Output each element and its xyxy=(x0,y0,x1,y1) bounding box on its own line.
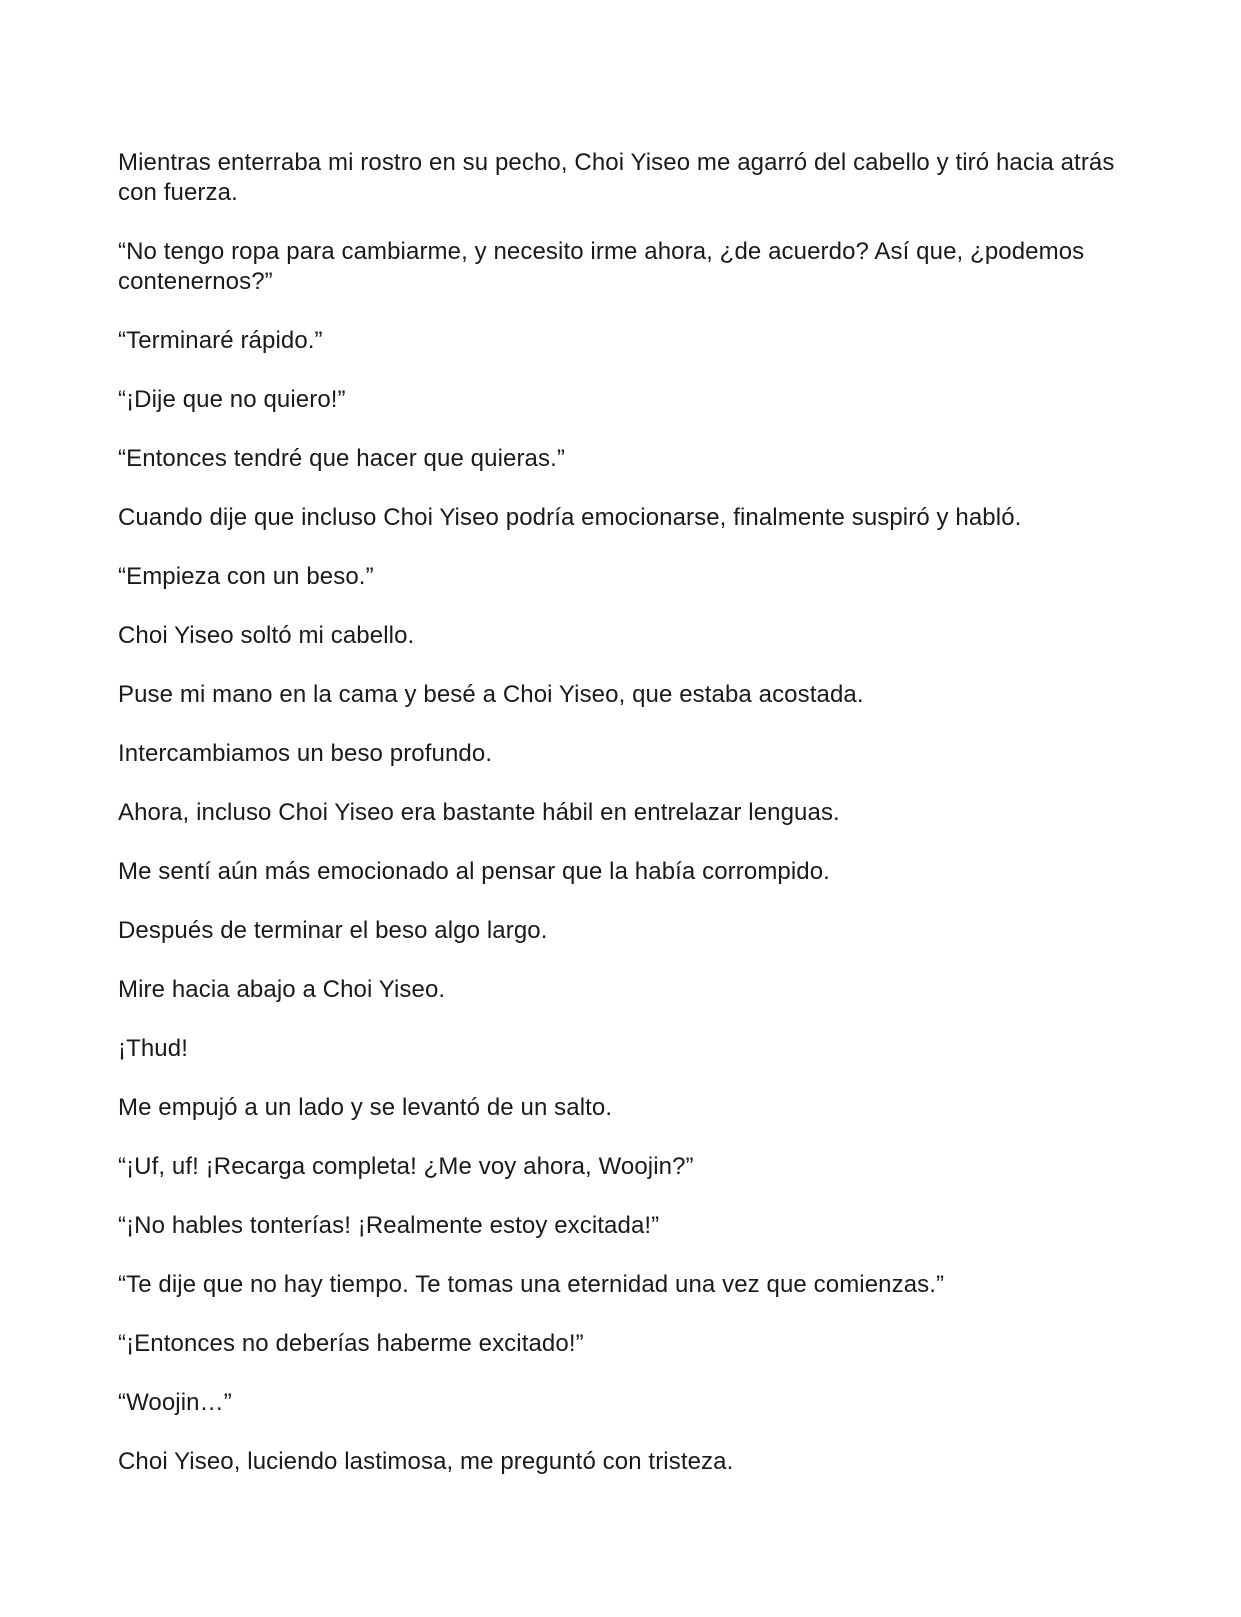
paragraph: “No tengo ropa para cambiarme, y necesito irme ahora, ¿de acuerdo? Así que, ¿podemos contenernos?” xyxy=(118,238,1085,295)
paragraph: Intercambiamos un beso profundo. xyxy=(118,740,493,767)
paragraph: Después de terminar el beso algo largo. xyxy=(118,917,548,944)
paragraph: Puse mi mano en la cama y besé a Choi Yiseo, que estaba acostada. xyxy=(118,681,864,708)
paragraph: “¡Dije que no quiero!” xyxy=(118,386,346,413)
paragraph: “Woojin…” xyxy=(118,1389,232,1416)
paragraph: “Te dije que no hay tiempo. Te tomas una eternidad una vez que comienzas.” xyxy=(118,1271,945,1298)
paragraph: ¡Thud! xyxy=(118,1035,188,1062)
paragraph: Cuando dije que incluso Choi Yiseo podría emocionarse, finalmente suspiró y habló. xyxy=(118,504,1022,531)
paragraph: Me sentí aún más emocionado al pensar que la había corrompido. xyxy=(118,858,830,885)
document-body xyxy=(118,148,1118,1506)
paragraph: “Terminaré rápido.” xyxy=(118,327,323,354)
paragraph: Mire hacia abajo a Choi Yiseo. xyxy=(118,976,446,1003)
paragraph: “¡No hables tonterías! ¡Realmente estoy excitada!” xyxy=(118,1212,660,1239)
paragraph: “¡Entonces no deberías haberme excitado!” xyxy=(118,1330,584,1357)
paragraph: “¡Uf, uf! ¡Recarga completa! ¿Me voy ahora, Woojin?” xyxy=(118,1153,694,1180)
paragraph: Choi Yiseo soltó mi cabello. xyxy=(118,622,415,649)
paragraph: “Empieza con un beso.” xyxy=(118,563,374,590)
paragraph: Choi Yiseo, luciendo lastimosa, me preguntó con tristeza. xyxy=(118,1448,734,1475)
paragraph: Me empujó a un lado y se levantó de un salto. xyxy=(118,1094,613,1121)
paragraph: “Entonces tendré que hacer que quieras.” xyxy=(118,445,565,472)
paragraph: Ahora, incluso Choi Yiseo era bastante hábil en entrelazar lenguas. xyxy=(118,799,840,826)
paragraph: Mientras enterraba mi rostro en su pecho, Choi Yiseo me agarró del cabello y tiró hacia atrás con fuerza. xyxy=(118,149,1115,206)
